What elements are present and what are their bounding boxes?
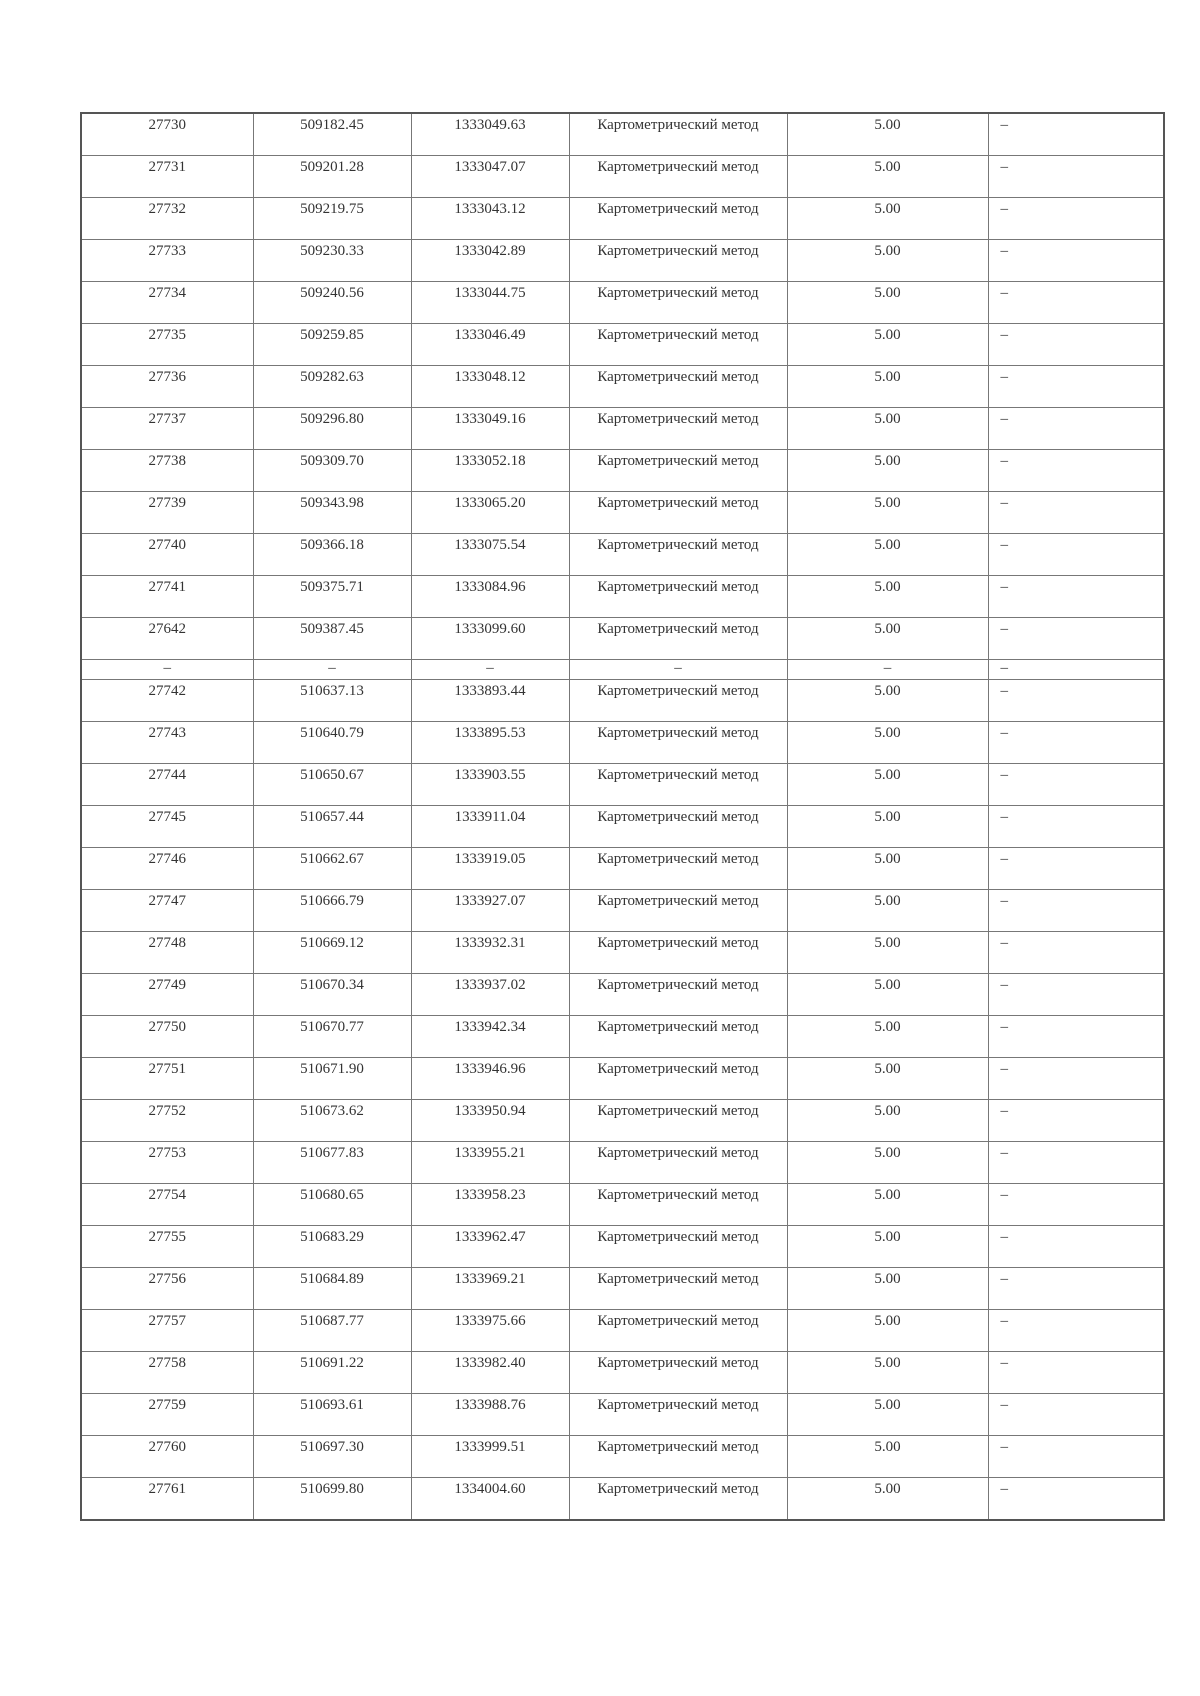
x-coordinate-cell: – — [253, 660, 411, 680]
table-row — [81, 492, 1164, 534]
method-cell: Картометрический метод — [569, 974, 787, 1016]
coordinates-table — [80, 112, 1165, 1521]
point-number-cell: 27760 — [81, 1436, 253, 1478]
accuracy-cell: 5.00 — [787, 366, 988, 408]
point-number-cell: 27741 — [81, 576, 253, 618]
accuracy-cell: 5.00 — [787, 1100, 988, 1142]
accuracy-cell: 5.00 — [787, 1394, 988, 1436]
method-cell: Картометрический метод — [569, 408, 787, 450]
table-row — [81, 848, 1164, 890]
x-coordinate-cell: 510670.77 — [253, 1016, 411, 1058]
x-coordinate-cell: 510680.65 — [253, 1184, 411, 1226]
table-row — [81, 113, 1164, 156]
x-coordinate-cell: 510650.67 — [253, 764, 411, 806]
x-coordinate-cell: 510677.83 — [253, 1142, 411, 1184]
point-number-cell: 27745 — [81, 806, 253, 848]
x-coordinate-cell: 510691.22 — [253, 1352, 411, 1394]
y-coordinate-cell: 1333893.44 — [411, 680, 569, 722]
table-row — [81, 932, 1164, 974]
accuracy-cell: 5.00 — [787, 618, 988, 660]
note-cell: – — [988, 1226, 1164, 1268]
y-coordinate-cell: 1333927.07 — [411, 890, 569, 932]
point-number-cell: 27734 — [81, 282, 253, 324]
y-coordinate-cell: 1333955.21 — [411, 1142, 569, 1184]
accuracy-cell: 5.00 — [787, 1226, 988, 1268]
x-coordinate-cell: 509309.70 — [253, 450, 411, 492]
method-cell: Картометрический метод — [569, 156, 787, 198]
x-coordinate-cell: 509259.85 — [253, 324, 411, 366]
note-cell: – — [988, 932, 1164, 974]
note-cell: – — [988, 848, 1164, 890]
table-row — [81, 282, 1164, 324]
table-row — [81, 240, 1164, 282]
y-coordinate-cell: 1333999.51 — [411, 1436, 569, 1478]
method-cell: Картометрический метод — [569, 890, 787, 932]
accuracy-cell: 5.00 — [787, 324, 988, 366]
y-coordinate-cell: 1333049.16 — [411, 408, 569, 450]
point-number-cell: 27753 — [81, 1142, 253, 1184]
note-cell: – — [988, 113, 1164, 156]
note-cell: – — [988, 366, 1164, 408]
x-coordinate-cell: 510662.67 — [253, 848, 411, 890]
x-coordinate-cell: 509219.75 — [253, 198, 411, 240]
point-number-cell: 27740 — [81, 534, 253, 576]
y-coordinate-cell: 1333950.94 — [411, 1100, 569, 1142]
point-number-cell: – — [81, 660, 253, 680]
y-coordinate-cell: 1333065.20 — [411, 492, 569, 534]
y-coordinate-cell: 1333911.04 — [411, 806, 569, 848]
x-coordinate-cell: 510697.30 — [253, 1436, 411, 1478]
method-cell: Картометрический метод — [569, 1310, 787, 1352]
method-cell: Картометрический метод — [569, 1100, 787, 1142]
note-cell: – — [988, 1478, 1164, 1521]
accuracy-cell: 5.00 — [787, 198, 988, 240]
note-cell: – — [988, 282, 1164, 324]
accuracy-cell: 5.00 — [787, 764, 988, 806]
note-cell: – — [988, 1142, 1164, 1184]
table-row — [81, 408, 1164, 450]
note-cell: – — [988, 1352, 1164, 1394]
x-coordinate-cell: 509375.71 — [253, 576, 411, 618]
point-number-cell: 27738 — [81, 450, 253, 492]
accuracy-cell: 5.00 — [787, 1016, 988, 1058]
y-coordinate-cell: 1333044.75 — [411, 282, 569, 324]
method-cell: Картометрический метод — [569, 1016, 787, 1058]
point-number-cell: 27733 — [81, 240, 253, 282]
accuracy-cell: 5.00 — [787, 408, 988, 450]
note-cell: – — [988, 1100, 1164, 1142]
table-row — [81, 366, 1164, 408]
coordinates-table-body — [81, 113, 1164, 1520]
table-row — [81, 198, 1164, 240]
table-row — [81, 1478, 1164, 1521]
y-coordinate-cell: 1333042.89 — [411, 240, 569, 282]
note-cell: – — [988, 450, 1164, 492]
accuracy-cell: 5.00 — [787, 680, 988, 722]
table-row — [81, 974, 1164, 1016]
point-number-cell: 27761 — [81, 1478, 253, 1521]
point-number-cell: 27759 — [81, 1394, 253, 1436]
method-cell: Картометрический метод — [569, 764, 787, 806]
table-row — [81, 618, 1164, 660]
accuracy-cell: 5.00 — [787, 1268, 988, 1310]
y-coordinate-cell: 1333043.12 — [411, 198, 569, 240]
note-cell: – — [988, 722, 1164, 764]
note-cell: – — [988, 618, 1164, 660]
table-row — [81, 1352, 1164, 1394]
table-row — [81, 1184, 1164, 1226]
y-coordinate-cell: – — [411, 660, 569, 680]
y-coordinate-cell: 1333084.96 — [411, 576, 569, 618]
point-number-cell: 27751 — [81, 1058, 253, 1100]
accuracy-cell: 5.00 — [787, 450, 988, 492]
y-coordinate-cell: 1333962.47 — [411, 1226, 569, 1268]
method-cell: Картометрический метод — [569, 1436, 787, 1478]
method-cell: Картометрический метод — [569, 848, 787, 890]
note-cell: – — [988, 1310, 1164, 1352]
accuracy-cell: 5.00 — [787, 932, 988, 974]
method-cell: Картометрический метод — [569, 492, 787, 534]
accuracy-cell: 5.00 — [787, 1436, 988, 1478]
accuracy-cell: 5.00 — [787, 1058, 988, 1100]
table-row — [81, 806, 1164, 848]
y-coordinate-cell: 1333942.34 — [411, 1016, 569, 1058]
accuracy-cell: 5.00 — [787, 1352, 988, 1394]
table-row — [81, 1394, 1164, 1436]
x-coordinate-cell: 510699.80 — [253, 1478, 411, 1521]
x-coordinate-cell: 509343.98 — [253, 492, 411, 534]
x-coordinate-cell: 509230.33 — [253, 240, 411, 282]
accuracy-cell: – — [787, 660, 988, 680]
x-coordinate-cell: 509201.28 — [253, 156, 411, 198]
method-cell: Картометрический метод — [569, 113, 787, 156]
method-cell: Картометрический метод — [569, 576, 787, 618]
table-row — [81, 1100, 1164, 1142]
point-number-cell: 27736 — [81, 366, 253, 408]
method-cell: Картометрический метод — [569, 1058, 787, 1100]
method-cell: Картометрический метод — [569, 534, 787, 576]
point-number-cell: 27758 — [81, 1352, 253, 1394]
y-coordinate-cell: 1333895.53 — [411, 722, 569, 764]
point-number-cell: 27743 — [81, 722, 253, 764]
y-coordinate-cell: 1333052.18 — [411, 450, 569, 492]
point-number-cell: 27749 — [81, 974, 253, 1016]
accuracy-cell: 5.00 — [787, 113, 988, 156]
note-cell: – — [988, 1268, 1164, 1310]
method-cell: Картометрический метод — [569, 680, 787, 722]
x-coordinate-cell: 510693.61 — [253, 1394, 411, 1436]
accuracy-cell: 5.00 — [787, 240, 988, 282]
y-coordinate-cell: 1333988.76 — [411, 1394, 569, 1436]
method-cell: Картометрический метод — [569, 932, 787, 974]
y-coordinate-cell: 1333969.21 — [411, 1268, 569, 1310]
point-number-cell: 27742 — [81, 680, 253, 722]
point-number-cell: 27739 — [81, 492, 253, 534]
x-coordinate-cell: 510683.29 — [253, 1226, 411, 1268]
x-coordinate-cell: 510671.90 — [253, 1058, 411, 1100]
x-coordinate-cell: 510637.13 — [253, 680, 411, 722]
method-cell: Картометрический метод — [569, 722, 787, 764]
accuracy-cell: 5.00 — [787, 1184, 988, 1226]
x-coordinate-cell: 510670.34 — [253, 974, 411, 1016]
method-cell: Картометрический метод — [569, 806, 787, 848]
accuracy-cell: 5.00 — [787, 890, 988, 932]
point-number-cell: 27731 — [81, 156, 253, 198]
y-coordinate-cell: 1333919.05 — [411, 848, 569, 890]
y-coordinate-cell: 1333049.63 — [411, 113, 569, 156]
y-coordinate-cell: 1333982.40 — [411, 1352, 569, 1394]
point-number-cell: 27754 — [81, 1184, 253, 1226]
table-row — [81, 1058, 1164, 1100]
x-coordinate-cell: 510669.12 — [253, 932, 411, 974]
accuracy-cell: 5.00 — [787, 282, 988, 324]
y-coordinate-cell: 1333958.23 — [411, 1184, 569, 1226]
y-coordinate-cell: 1333937.02 — [411, 974, 569, 1016]
accuracy-cell: 5.00 — [787, 722, 988, 764]
note-cell: – — [988, 198, 1164, 240]
note-cell: – — [988, 1016, 1164, 1058]
note-cell: – — [988, 492, 1164, 534]
point-number-cell: 27744 — [81, 764, 253, 806]
note-cell: – — [988, 1184, 1164, 1226]
note-cell: – — [988, 806, 1164, 848]
table-row — [81, 1016, 1164, 1058]
x-coordinate-cell: 509296.80 — [253, 408, 411, 450]
method-cell: Картометрический метод — [569, 198, 787, 240]
y-coordinate-cell: 1333046.49 — [411, 324, 569, 366]
accuracy-cell: 5.00 — [787, 156, 988, 198]
point-number-cell: 27735 — [81, 324, 253, 366]
point-number-cell: 27746 — [81, 848, 253, 890]
method-cell: Картометрический метод — [569, 366, 787, 408]
x-coordinate-cell: 510657.44 — [253, 806, 411, 848]
y-coordinate-cell: 1334004.60 — [411, 1478, 569, 1521]
x-coordinate-cell: 509387.45 — [253, 618, 411, 660]
method-cell: Картометрический метод — [569, 282, 787, 324]
point-number-cell: 27757 — [81, 1310, 253, 1352]
table-row — [81, 1310, 1164, 1352]
method-cell: Картометрический метод — [569, 240, 787, 282]
note-cell: – — [988, 1436, 1164, 1478]
x-coordinate-cell: 510684.89 — [253, 1268, 411, 1310]
accuracy-cell: 5.00 — [787, 1478, 988, 1521]
y-coordinate-cell: 1333903.55 — [411, 764, 569, 806]
method-cell: Картометрический метод — [569, 1142, 787, 1184]
accuracy-cell: 5.00 — [787, 806, 988, 848]
point-number-cell: 27747 — [81, 890, 253, 932]
x-coordinate-cell: 510640.79 — [253, 722, 411, 764]
y-coordinate-cell: 1333048.12 — [411, 366, 569, 408]
note-cell: – — [988, 660, 1164, 680]
note-cell: – — [988, 890, 1164, 932]
point-number-cell: 27752 — [81, 1100, 253, 1142]
accuracy-cell: 5.00 — [787, 1142, 988, 1184]
accuracy-cell: 5.00 — [787, 974, 988, 1016]
accuracy-cell: 5.00 — [787, 492, 988, 534]
table-row — [81, 1436, 1164, 1478]
table-row — [81, 722, 1164, 764]
note-cell: – — [988, 534, 1164, 576]
y-coordinate-cell: 1333047.07 — [411, 156, 569, 198]
table-row — [81, 890, 1164, 932]
table-row — [81, 534, 1164, 576]
point-number-cell: 27750 — [81, 1016, 253, 1058]
note-cell: – — [988, 680, 1164, 722]
table-row — [81, 1142, 1164, 1184]
method-cell: Картометрический метод — [569, 1184, 787, 1226]
method-cell: Картометрический метод — [569, 1268, 787, 1310]
table-row — [81, 576, 1164, 618]
accuracy-cell: 5.00 — [787, 1310, 988, 1352]
method-cell: Картометрический метод — [569, 1394, 787, 1436]
point-number-cell: 27642 — [81, 618, 253, 660]
note-cell: – — [988, 1058, 1164, 1100]
method-cell: Картометрический метод — [569, 1226, 787, 1268]
y-coordinate-cell: 1333099.60 — [411, 618, 569, 660]
point-number-cell: 27737 — [81, 408, 253, 450]
note-cell: – — [988, 240, 1164, 282]
point-number-cell: 27755 — [81, 1226, 253, 1268]
x-coordinate-cell: 510666.79 — [253, 890, 411, 932]
x-coordinate-cell: 509282.63 — [253, 366, 411, 408]
x-coordinate-cell: 509240.56 — [253, 282, 411, 324]
table-row — [81, 450, 1164, 492]
table-row — [81, 1226, 1164, 1268]
y-coordinate-cell: 1333932.31 — [411, 932, 569, 974]
point-number-cell: 27748 — [81, 932, 253, 974]
method-cell: Картометрический метод — [569, 450, 787, 492]
y-coordinate-cell: 1333946.96 — [411, 1058, 569, 1100]
note-cell: – — [988, 156, 1164, 198]
method-cell: Картометрический метод — [569, 1478, 787, 1521]
x-coordinate-cell: 510687.77 — [253, 1310, 411, 1352]
note-cell: – — [988, 1394, 1164, 1436]
note-cell: – — [988, 576, 1164, 618]
method-cell: – — [569, 660, 787, 680]
note-cell: – — [988, 764, 1164, 806]
y-coordinate-cell: 1333075.54 — [411, 534, 569, 576]
table-row — [81, 764, 1164, 806]
note-cell: – — [988, 324, 1164, 366]
accuracy-cell: 5.00 — [787, 848, 988, 890]
x-coordinate-cell: 509366.18 — [253, 534, 411, 576]
x-coordinate-cell: 509182.45 — [253, 113, 411, 156]
method-cell: Картометрический метод — [569, 1352, 787, 1394]
y-coordinate-cell: 1333975.66 — [411, 1310, 569, 1352]
gap-row — [81, 660, 1164, 680]
x-coordinate-cell: 510673.62 — [253, 1100, 411, 1142]
table-row — [81, 1268, 1164, 1310]
table-row — [81, 680, 1164, 722]
note-cell: – — [988, 974, 1164, 1016]
method-cell: Картометрический метод — [569, 324, 787, 366]
accuracy-cell: 5.00 — [787, 534, 988, 576]
point-number-cell: 27732 — [81, 198, 253, 240]
note-cell: – — [988, 408, 1164, 450]
table-row — [81, 156, 1164, 198]
method-cell: Картометрический метод — [569, 618, 787, 660]
point-number-cell: 27730 — [81, 113, 253, 156]
accuracy-cell: 5.00 — [787, 576, 988, 618]
table-row — [81, 324, 1164, 366]
point-number-cell: 27756 — [81, 1268, 253, 1310]
